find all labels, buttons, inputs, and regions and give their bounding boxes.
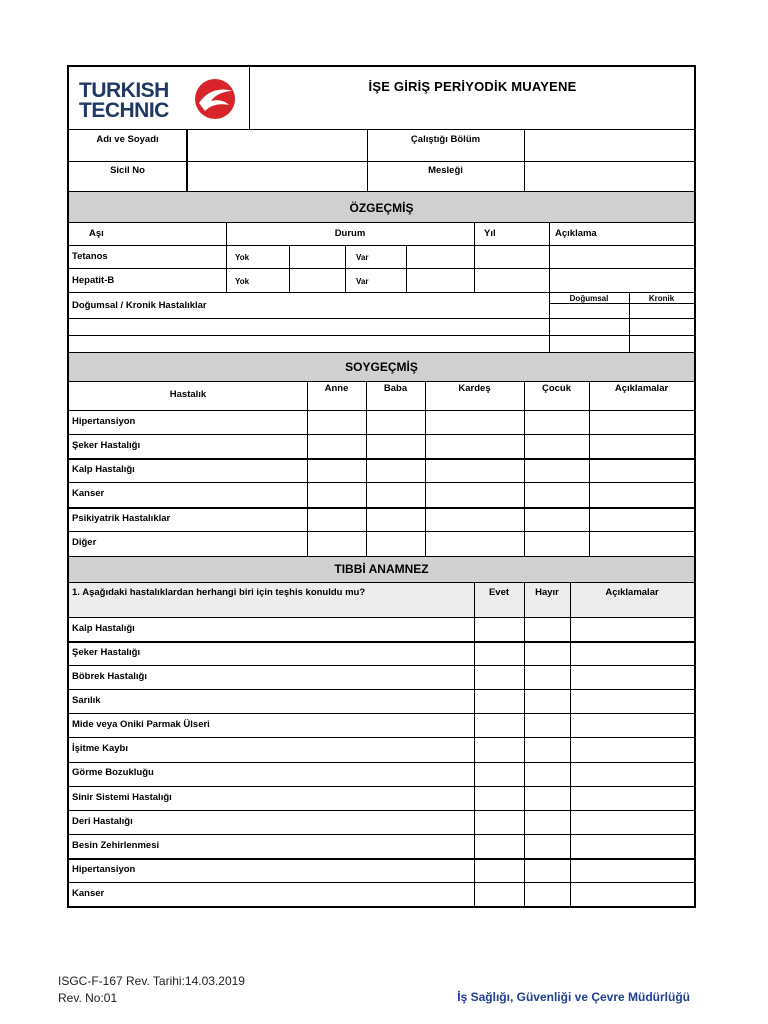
hepatit-var-box[interactable] [407,269,473,291]
hepatit-var-label: Var [356,277,369,286]
logo-wordmark [79,81,169,121]
anamnez-row-label: Kanser [72,888,105,899]
vaccine-tetanos: Tetanos [72,251,108,262]
anamnez-row-label: Sarılık [72,695,101,706]
dogumsal-header: Doğumsal [569,294,609,303]
anamnez-row-label: Şeker Hastalığı [72,647,141,658]
anamnez-row-label: Deri Hastalığı [72,816,133,827]
kardes-header: Kardeş [458,383,491,394]
hastalik-header: Hastalık [169,389,207,400]
tetanos-yok-box[interactable] [290,246,344,267]
logo-line-2: TECHNIC [79,99,169,122]
name-field[interactable] [187,130,366,160]
tetanos-var-box[interactable] [407,246,473,267]
soygecmis-heading: SOYGEÇMİŞ [345,360,418,374]
tetanos-var-label: Var [356,253,369,262]
anamnez-row-label: Kalp Hastalığı [72,623,135,634]
sicil-no-label: Sicil No [110,165,145,176]
form-title: İŞE GİRİŞ PERİYODİK MUAYENE [368,79,577,94]
anamnez-row-label: Mide veya Oniki Parmak Ülseri [72,719,210,730]
anamnez-row-label: Besin Zehirlenmesi [72,840,160,851]
sicil-no-field[interactable] [187,162,366,190]
soy-aciklamalar-header: Açıklamalar [614,383,669,394]
yil-header: Yıl [484,228,496,239]
baba-header: Baba [383,383,408,394]
soy-row-label: Kanser [72,488,105,499]
revision-number: Rev. No:01 [58,991,118,1005]
hepatit-yok-box[interactable] [290,269,344,291]
anamnez-row-label: Görme Bozukluğu [72,767,154,778]
evet-header: Evet [488,587,510,598]
anamnez-question: 1. Aşağıdaki hastalıklardan herhangi biri için teşhis konuldu mu? [72,587,366,598]
kronik-header: Kronik [648,294,675,303]
department-name: İş Sağlığı, Güvenliği ve Çevre Müdürlüğü [457,990,690,1004]
hayir-header: Hayır [535,587,559,598]
anamnez-row-label: Hipertansiyon [72,864,136,875]
cocuk-header: Çocuk [541,383,572,394]
ozgecmis-heading: ÖZGEÇMİŞ [349,201,414,215]
form-code: ISGC-F-167 Rev. Tarihi:14.03.2019 [58,974,245,988]
anamnez-row-label: İşitme Kaybı [72,743,128,754]
soy-row-label: Diğer [72,537,97,548]
durum-header: Durum [334,228,366,239]
tetanos-yok-label: Yok [235,253,250,262]
anamnez-row-label: Böbrek Hastalığı [72,671,147,682]
turkish-airlines-crane-icon [189,77,241,121]
anne-header: Anne [324,383,349,394]
health-exam-form [67,65,696,908]
asi-header: Aşı [89,228,104,239]
anamnez-row-label: Sinir Sistemi Hastalığı [72,792,172,803]
vaccine-hepatit-b: Hepatit-B [72,275,115,286]
name-label: Adı ve Soyadı [96,134,159,145]
chronic-diseases-label: Doğumsal / Kronik Hastalıklar [72,300,207,311]
job-label: Mesleği [428,165,463,176]
soy-row-label: Hipertansiyon [72,416,136,427]
department-label: Çalıştığı Bölüm [410,134,481,145]
soy-row-label: Şeker Hastalığı [72,440,141,451]
aciklama-header: Açıklama [555,228,597,239]
department-field[interactable] [525,130,694,160]
anamnez-aciklamalar-header: Açıklamalar [605,587,659,598]
logo-line-1: TURKISH [79,79,169,102]
anamnez-heading: TIBBİ ANAMNEZ [334,562,429,576]
soy-row-label: Kalp Hastalığı [72,464,135,475]
soy-row-label: Psikiyatrik Hastalıklar [72,513,171,524]
hepatit-yok-label: Yok [235,277,250,286]
job-field[interactable] [525,162,694,190]
company-logo [69,67,249,129]
